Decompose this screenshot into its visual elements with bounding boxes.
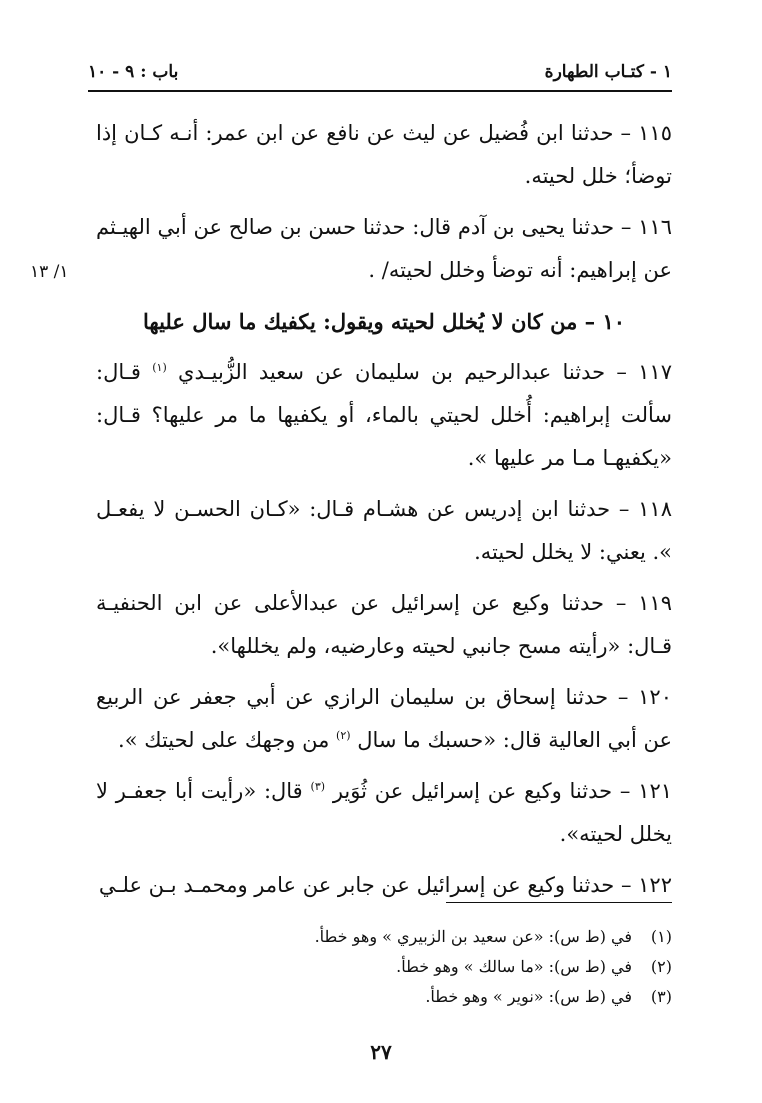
- footnote-ref-2: (٢): [336, 729, 351, 742]
- hadith-121-part2: قال: «رأيت أبا جعفـر لا يخلل لحيته».: [96, 779, 672, 846]
- hadith-117-part2: قـال: سألت إبراهيم: أُخلل لحيتي بالماء، أو يكفيها ما مر عليها؟ قـال: «يكفيهـا مـا مر عليها ».: [96, 360, 672, 470]
- footnote-text: في (ط س): «نوير » وهو خطأ.: [425, 987, 632, 1006]
- hadith-120-part2: من وجهك على لحيتك ».: [118, 728, 330, 752]
- section-heading: ١٠ – من كان لا يُخلل لحيته ويقول: يكفيك ما سال عليها: [142, 309, 626, 334]
- main-text: [96, 112, 672, 915]
- footnote-number: (١): [650, 927, 672, 946]
- running-header: [88, 58, 672, 92]
- footnote-1: [96, 922, 672, 952]
- footnote-ref-3: (٣): [310, 780, 326, 793]
- hadith-117-part1: ١١٧ – حدثنا عبدالرحيم بن سليمان عن سعيد الزُّبيـدي: [178, 360, 672, 384]
- footnote-number: (٢): [650, 957, 672, 976]
- chapter-title: ١ - كتـاب الطهارة: [544, 62, 672, 82]
- footnotes: [96, 922, 672, 1012]
- footnote-number: (٣): [650, 987, 672, 1006]
- hadith-118: ١١٨ – حدثنا ابن إدريس عن هشـام قـال: «كـان الحسـن لا يفعـل ». يعني: لا يخلل لحيته.: [96, 497, 672, 564]
- hadith-115: ١١٥ – حدثنا ابن فُضيل عن ليث عن نافع عن ابن عمر: أنـه كـان إذا توضأ؛ خلل لحيته.: [96, 121, 672, 188]
- hadith-116: ١١٦ – حدثنا يحيى بن آدم قال: حدثنا حسن بن صالح عن أبي الهيـثم عن إبراهيم: أنه توضأ وخلل لحيته/ .: [96, 215, 672, 282]
- hadith-121-part1: ١٢١ – حدثنا وكيع عن إسرائيل عن ثُوَير: [332, 779, 673, 803]
- footnote-ref-1: (١): [152, 361, 167, 374]
- hadith-121: [96, 770, 672, 856]
- section-label: باب : ٩ - ١٠: [88, 62, 179, 82]
- footnote-text: في (ط س): «عن سعيد بن الزبيري » وهو خطأ.: [314, 927, 632, 946]
- footnote-text: في (ط س): «ما سالك » وهو خطأ.: [396, 957, 632, 976]
- hadith-117: [96, 351, 672, 480]
- footnote-2: [96, 952, 672, 982]
- margin-reference: ١/ ١٣: [30, 262, 69, 282]
- page-number: ٢٧: [370, 1040, 392, 1064]
- hadith-120-part1: ١٢٠ – حدثنا إسحاق بن سليمان الرازي عن أبي جعفر عن الربيع عن أبي العالية قال: «حسبك ما سال: [96, 685, 672, 752]
- hadith-122: ١٢٢ – حدثنا وكيع عن إسرائيل عن جابر عن عامر ومحمـد بـن علـي: [98, 873, 672, 897]
- footnote-divider: [446, 902, 672, 903]
- hadith-119: ١١٩ – حدثنا وكيع عن إسرائيل عن عبدالأعلى عن ابن الحنفيـة قـال: «رأيته مسح جانبي لحيته وعارضيه، ولم يخللها».: [96, 591, 672, 658]
- hadith-120: [96, 676, 672, 762]
- footnote-3: [96, 982, 672, 1012]
